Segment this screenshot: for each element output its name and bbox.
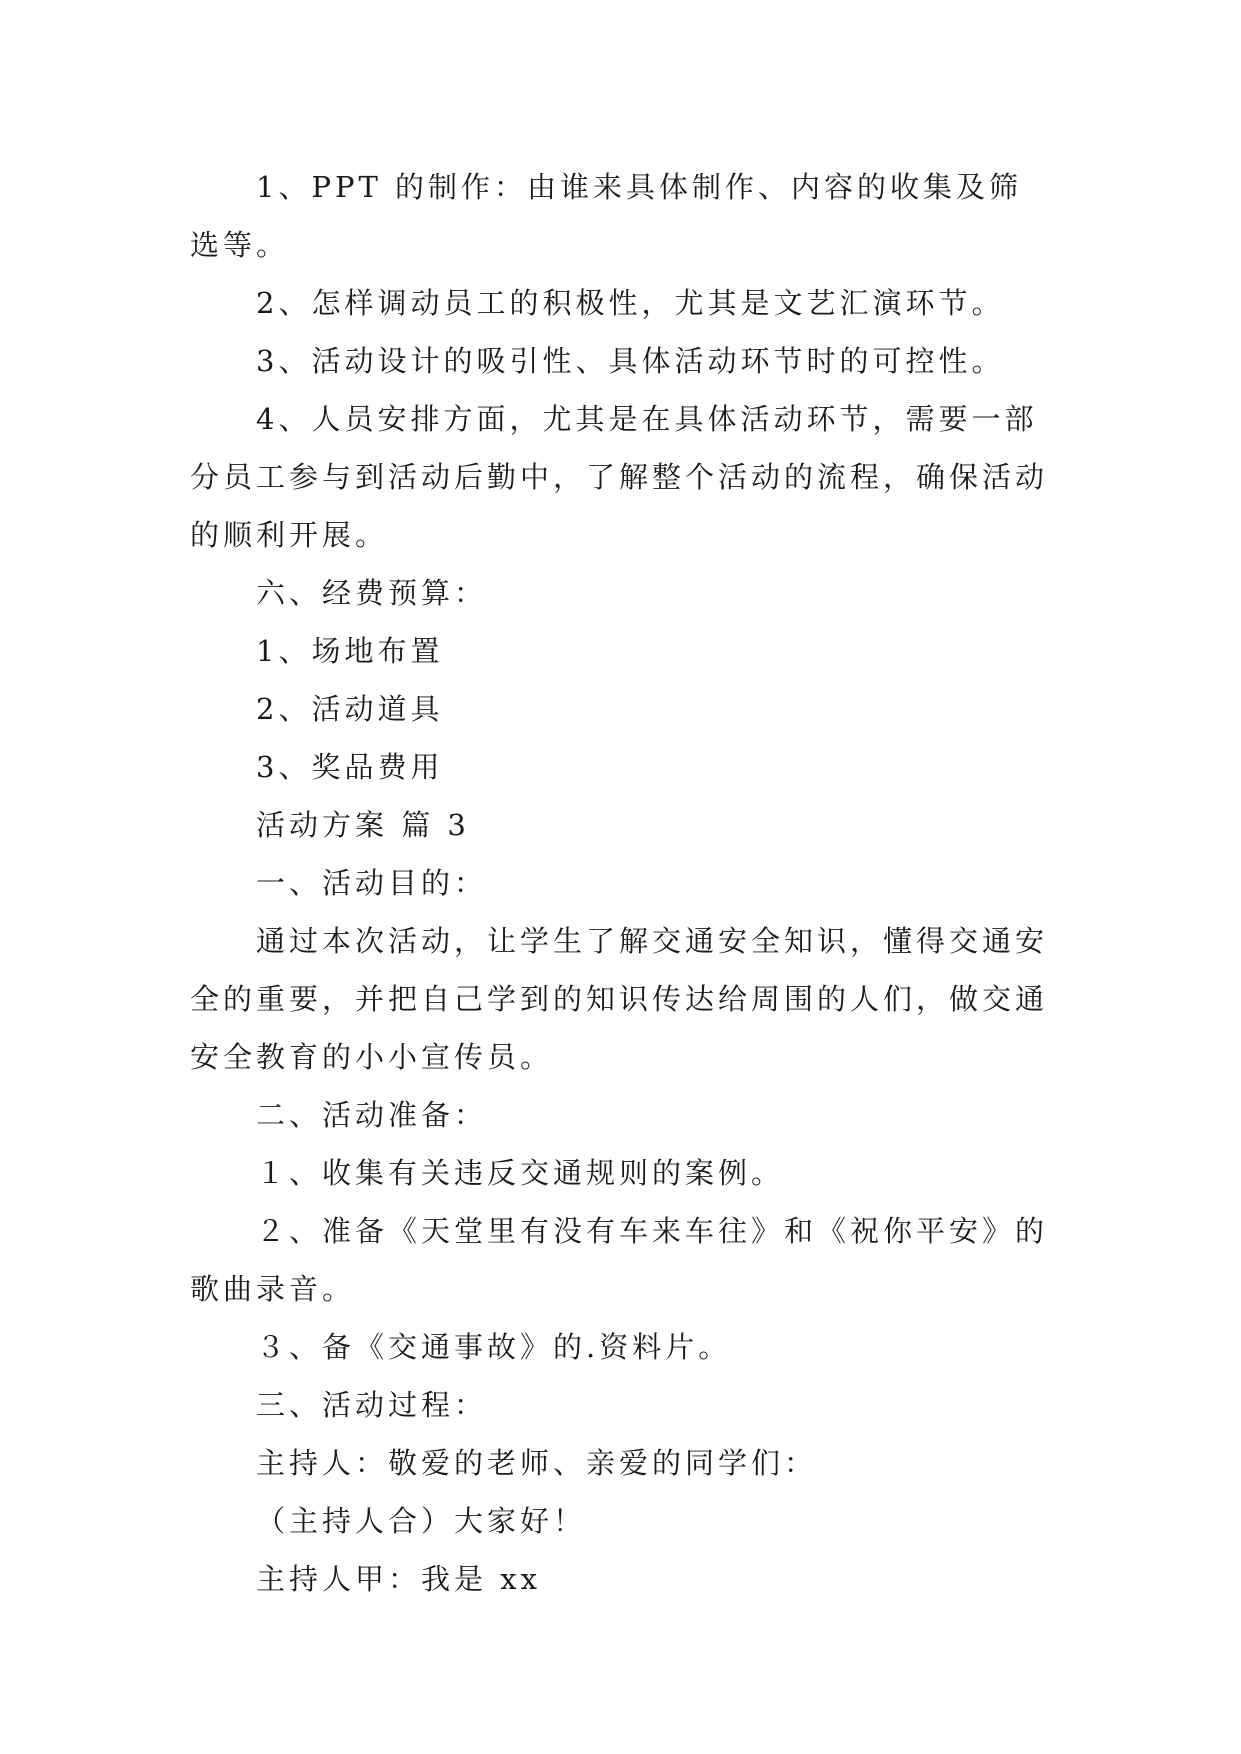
dialogue-host-a: 主持人甲：我是 xx	[256, 1562, 541, 1596]
list-item-props: 2、活动道具	[256, 692, 444, 726]
paragraph-ppt-production: 1、PPT 的制作：由谁来具体制作、内容的收集及筛选等。	[190, 170, 1023, 262]
dialogue-host: 主持人：敬爱的老师、亲爱的同学们：	[256, 1446, 818, 1480]
document-body	[190, 158, 1050, 1608]
heading-preparation: 二、活动准备：	[256, 1098, 488, 1132]
paragraph-activity-design: 3、活动设计的吸引性、具体活动环节时的可控性。	[256, 344, 1005, 378]
list-item-venue: 1、场地布置	[256, 634, 444, 668]
list-item-cases: １、收集有关违反交通规则的案例。	[256, 1156, 785, 1190]
list-item-prizes: 3、奖品费用	[256, 750, 444, 784]
paragraph-staff-arrangement: 4、人员安排方面，尤其是在具体活动环节，需要一部分员工参与到活动后勤中，了解整个活动的流程，确保活动的顺利开展。	[190, 402, 1049, 552]
paragraph-employee-motivation: 2、怎样调动员工的积极性，尤其是文艺汇演环节。	[256, 286, 1005, 320]
heading-budget: 六、经费预算：	[256, 576, 488, 610]
heading-process: 三、活动过程：	[256, 1388, 488, 1422]
list-item-footage: ３、备《交通事故》的.资料片。	[256, 1330, 732, 1364]
heading-purpose: 一、活动目的：	[256, 866, 488, 900]
section-title-plan-3: 活动方案 篇 3	[256, 808, 470, 842]
paragraph-purpose: 通过本次活动，让学生了解交通安全知识，懂得交通安全的重要，并把自己学到的知识传达给周围的人们，做交通安全教育的小小宣传员。	[190, 924, 1049, 1074]
dialogue-hosts-together: （主持人合）大家好！	[256, 1504, 587, 1538]
list-item-recordings: ２、准备《天堂里有没有车来车往》和《祝你平安》的歌曲录音。	[190, 1214, 1049, 1306]
